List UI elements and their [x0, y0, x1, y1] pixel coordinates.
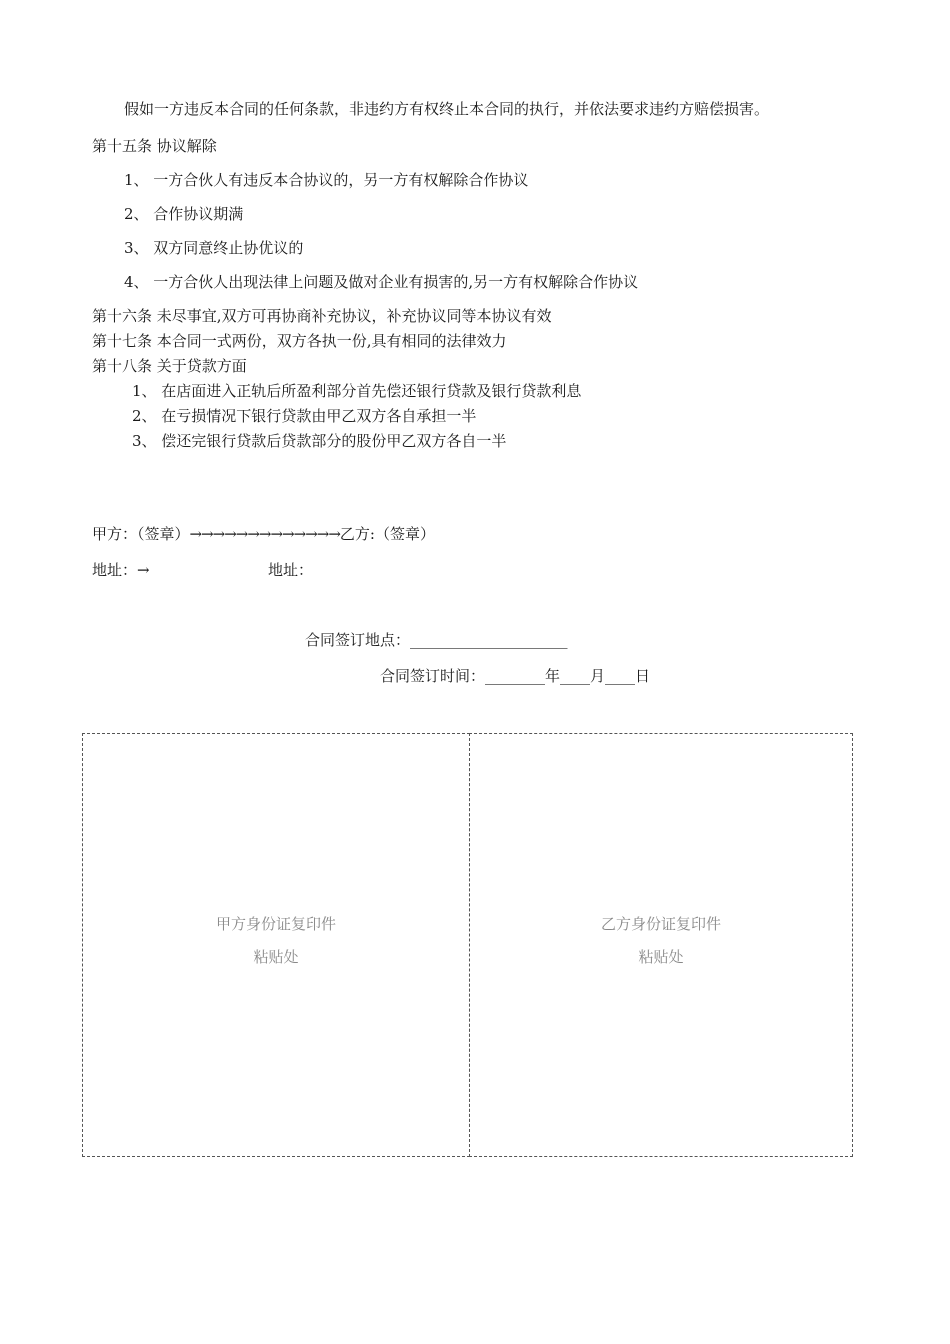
- address-a-label: 地址：→: [92, 561, 150, 579]
- article-18-item: 3、 偿还完银行贷款后贷款部分的股份甲乙双方各自一半: [132, 432, 507, 450]
- party-a-id-copy-box: [82, 733, 470, 1157]
- article-18-title: 第十八条 关于贷款方面: [92, 357, 247, 375]
- signing-date: 合同签订时间：________年____月____日: [380, 667, 651, 685]
- article-15-item: 2、 合作协议期满: [124, 205, 244, 223]
- party-b-paste-here: 粘贴处: [638, 948, 684, 966]
- article-16: 第十六条 未尽事宜,双方可再协商补充协议，补充协议同等本协议有效: [92, 307, 552, 325]
- article-18-item: 1、 在店面进入正轨后所盈利部分首先偿还银行贷款及银行贷款利息: [132, 382, 582, 400]
- party-a-paste-here: 粘贴处: [253, 948, 299, 966]
- breach-paragraph: 假如一方违反本合同的任何条款，非违约方有权终止本合同的执行，并依法要求违约方赔偿损害。: [124, 100, 770, 118]
- article-15-title: 第十五条 协议解除: [92, 137, 217, 155]
- article-15-item: 3、 双方同意终止协优议的: [124, 239, 304, 257]
- party-b-id-caption: 乙方身份证复印件: [600, 915, 721, 933]
- party-a-label: 甲方：（签章）: [92, 525, 190, 543]
- article-15-item: 4、 一方合伙人出现法律上问题及做对企业有损害的,另一方有权解除合作协议: [124, 273, 639, 291]
- party-a-id-caption: 甲方身份证复印件: [215, 915, 336, 933]
- party-a-signature-line: [92, 524, 435, 544]
- party-b-id-copy-box: [469, 733, 853, 1157]
- party-b-label: 乙方:（签章）: [339, 525, 435, 543]
- article-15-item: 1、 一方合伙人有违反本合协议的，另一方有权解除合作协议: [124, 171, 529, 189]
- tab-arrows: →→→→→→→→→→→→→: [189, 525, 340, 543]
- address-b-label: 地址：: [268, 561, 314, 579]
- signing-place: 合同签订地点：_____________________: [305, 631, 568, 649]
- article-17: 第十七条 本合同一式两份，双方各执一份,具有相同的法律效力: [92, 332, 507, 350]
- article-18-item: 2、 在亏损情况下银行贷款由甲乙双方各自承担一半: [132, 407, 477, 425]
